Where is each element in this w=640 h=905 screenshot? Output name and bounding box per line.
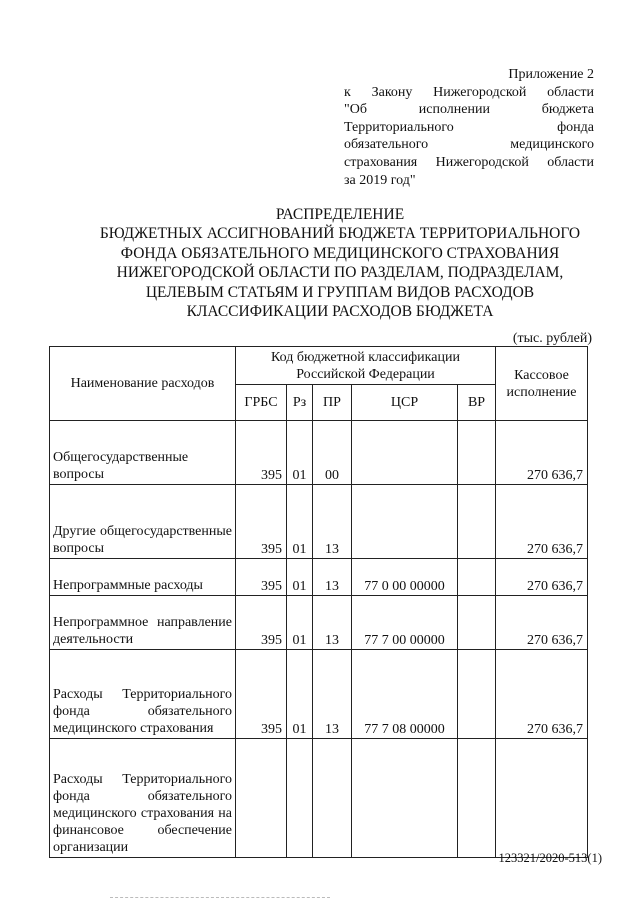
title-line: ЦЕЛЕВЫМ СТАТЬЯМ И ГРУППАМ ВИДОВ РАСХОДОВ (145, 283, 535, 301)
header-amount: Кассовое исполнение (496, 347, 588, 421)
header-rz: Рз (287, 385, 313, 421)
row-grbs (236, 739, 287, 858)
row-vr (458, 421, 496, 485)
header-grbs: ГРБС (236, 385, 287, 421)
row-amount: 270 636,7 (496, 485, 588, 559)
row-grbs: 395 (236, 596, 287, 650)
row-pr: 13 (313, 650, 352, 739)
table-row (50, 596, 588, 650)
title-line: КЛАССИФИКАЦИИ РАСХОДОВ БЮДЖЕТА (186, 303, 494, 321)
row-vr (458, 559, 496, 596)
units-label: (тыс. рублей) (512, 331, 592, 346)
row-rz: 01 (287, 421, 313, 485)
header-csr: ЦСР (352, 385, 458, 421)
table-row (50, 739, 588, 858)
row-pr: 13 (313, 485, 352, 559)
row-csr: 77 7 00 00000 (352, 596, 458, 650)
row-rz: 01 (287, 485, 313, 559)
header-name: Наименование расходов (50, 347, 236, 421)
title-line: НИЖЕГОРОДСКОЙ ОБЛАСТИ ПО РАЗДЕЛАМ, ПОДРАЗДЕЛАМ, (116, 264, 564, 282)
row-name: Другие общегосударственные вопросы (50, 485, 236, 559)
table-row (50, 650, 588, 739)
appendix-line: к Закону Нижегородской области (344, 84, 594, 100)
row-amount: 270 636,7 (496, 421, 588, 485)
row-vr (458, 650, 496, 739)
row-grbs: 395 (236, 485, 287, 559)
title-line: ФОНДА ОБЯЗАТЕЛЬНОГО МЕДИЦИНСКОГО СТРАХОВАНИЯ (120, 244, 560, 262)
row-pr: 13 (313, 596, 352, 650)
row-amount: 270 636,7 (496, 650, 588, 739)
scan-artifact (110, 897, 330, 901)
row-csr (352, 421, 458, 485)
row-rz: 01 (287, 559, 313, 596)
row-amount (496, 739, 588, 858)
row-pr: 00 (313, 421, 352, 485)
appendix-block (344, 66, 594, 189)
budget-table (49, 346, 588, 858)
appendix-line: за 2019 год" (344, 172, 416, 188)
table-row (50, 421, 588, 485)
row-name: Непрограммное направление деятельности (50, 596, 236, 650)
row-name: Общегосударственные вопросы (50, 421, 236, 485)
header-vr: ВР (458, 385, 496, 421)
appendix-line: Территориального фонда (344, 119, 594, 135)
appendix-line: страхования Нижегородской области (344, 154, 594, 170)
row-vr (458, 596, 496, 650)
table-row (50, 485, 588, 559)
row-pr: 13 (313, 559, 352, 596)
document-title (90, 205, 590, 321)
row-csr (352, 739, 458, 858)
title-line: РАСПРЕДЕЛЕНИЕ (275, 206, 405, 223)
table-row (50, 559, 588, 596)
row-name: Расходы Территориального фонда обязательного медицинского страхования (50, 650, 236, 739)
row-csr: 77 7 08 00000 (352, 650, 458, 739)
row-grbs: 395 (236, 559, 287, 596)
appendix-line: Приложение 2 (508, 67, 594, 82)
row-csr: 77 0 00 00000 (352, 559, 458, 596)
row-pr (313, 739, 352, 858)
appendix-line: "Об исполнении бюджета (344, 102, 594, 118)
row-grbs: 395 (236, 650, 287, 739)
row-amount: 270 636,7 (496, 596, 588, 650)
row-vr (458, 739, 496, 858)
appendix-line: обязательного медицинского (344, 137, 594, 153)
document-number: 123321/2020-513(1) (498, 851, 602, 865)
row-amount: 270 636,7 (496, 559, 588, 596)
header-pr: ПР (313, 385, 352, 421)
row-csr (352, 485, 458, 559)
row-rz (287, 739, 313, 858)
row-vr (458, 485, 496, 559)
row-rz: 01 (287, 650, 313, 739)
row-name: Расходы Территориального фонда обязательного медицинского страхования на финансовое обеспечение организации (50, 739, 236, 858)
title-line: БЮДЖЕТНЫХ АССИГНОВАНИЙ БЮДЖЕТА ТЕРРИТОРИАЛЬНОГО (99, 225, 581, 243)
row-rz: 01 (287, 596, 313, 650)
row-name: Непрограммные расходы (50, 559, 236, 596)
row-grbs: 395 (236, 421, 287, 485)
header-code-group: Код бюджетной классификации Российской Федерации (236, 347, 496, 385)
